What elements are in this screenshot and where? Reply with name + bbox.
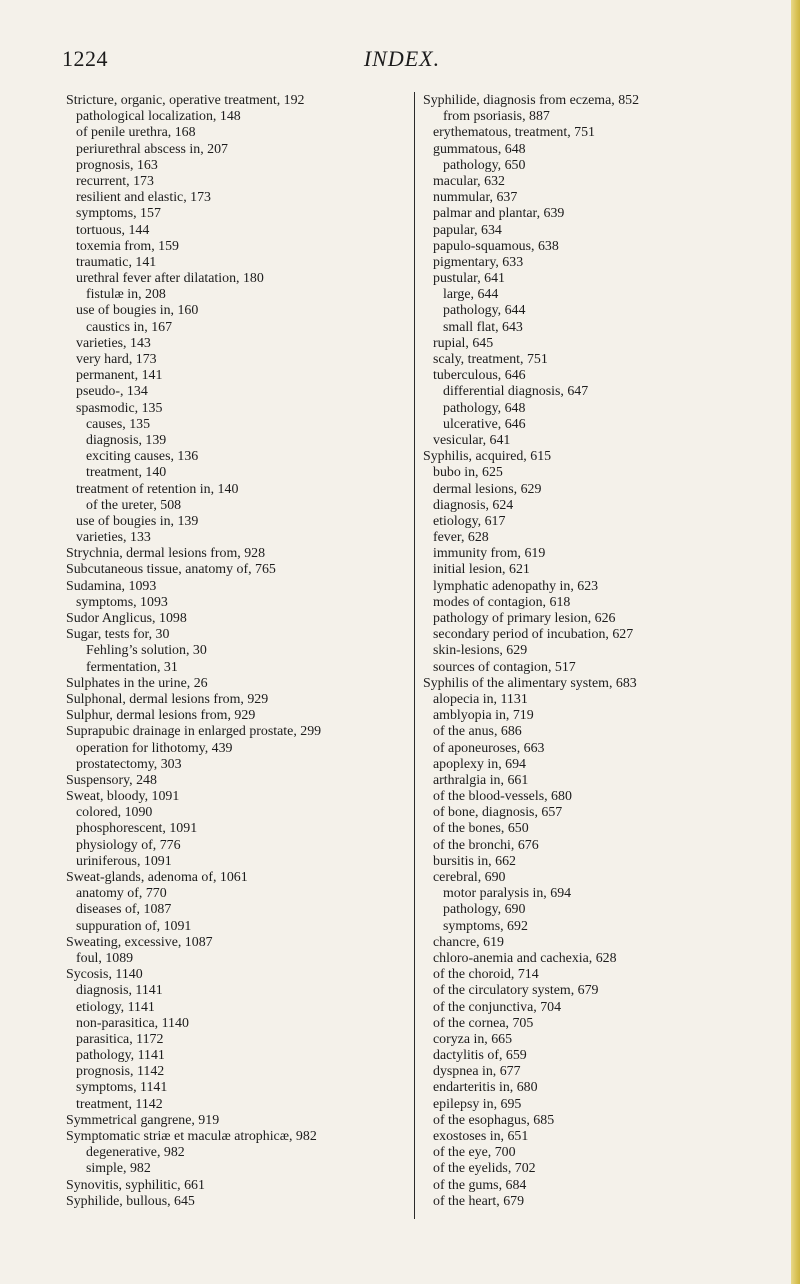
index-subentry: fever, 628 xyxy=(433,530,489,546)
index-subentry: immunity from, 619 xyxy=(433,546,546,562)
index-subentry: spasmodic, 135 xyxy=(76,400,163,416)
index-subentry: diseases of, 1087 xyxy=(76,902,172,918)
index-subentry: pustular, 641 xyxy=(433,271,505,287)
index-subentry: caustics in, 167 xyxy=(86,319,173,335)
index-entry: Synovitis, syphilitic, 661 xyxy=(66,1177,205,1193)
index-subentry: of the ureter, 508 xyxy=(86,497,182,513)
index-entry: Sulphates in the urine, 26 xyxy=(66,675,208,691)
index-subentry: phosphorescent, 1091 xyxy=(76,821,198,837)
index-entry: Sulphur, dermal lesions from, 929 xyxy=(66,708,256,724)
index-subentry: symptoms, 157 xyxy=(76,206,161,222)
index-subentry: traumatic, 141 xyxy=(76,254,157,270)
index-subentry: motor paralysis in, 694 xyxy=(443,886,572,902)
index-subentry: foul, 1089 xyxy=(76,950,134,966)
running-title: INDEX. xyxy=(363,46,441,71)
index-subentry: resilient and elastic, 173 xyxy=(76,190,212,206)
index-subentry: use of bougies in, 160 xyxy=(76,303,199,319)
index-entry: Subcutaneous tissue, anatomy of, 765 xyxy=(66,562,276,578)
index-subentry: vesicular, 641 xyxy=(433,432,511,448)
index-entry: Syphilis of the alimentary system, 683 xyxy=(423,675,637,691)
index-subentry: parasitica, 1172 xyxy=(76,1031,164,1047)
index-entry: Sulphonal, dermal lesions from, 929 xyxy=(66,691,269,707)
index-subentry: dactylitis of, 659 xyxy=(433,1048,527,1064)
index-subentry: treatment of retention in, 140 xyxy=(76,481,239,497)
index-subentry: etiology, 617 xyxy=(433,513,506,529)
index-subentry: differential diagnosis, 647 xyxy=(443,384,589,400)
index-entry: Sudor Anglicus, 1098 xyxy=(66,611,187,626)
index-subentry: amblyopia in, 719 xyxy=(433,708,534,724)
index-subentry: initial lesion, 621 xyxy=(433,562,530,578)
index-entry: Symmetrical gangrene, 919 xyxy=(66,1112,220,1128)
index-subentry: prognosis, 1142 xyxy=(76,1064,165,1080)
index-subentry: lymphatic adenopathy in, 623 xyxy=(433,578,599,594)
index-subentry: pseudo-, 134 xyxy=(76,384,148,400)
index-subentry: of the eye, 700 xyxy=(433,1145,516,1161)
index-subentry: coryza in, 665 xyxy=(433,1031,513,1047)
index-subentry: erythematous, treatment, 751 xyxy=(433,125,596,141)
index-subentry: bursitis in, 662 xyxy=(433,853,516,869)
index-subentry: suppuration of, 1091 xyxy=(76,918,192,934)
index-entry: Sycosis, 1140 xyxy=(66,967,143,983)
index-entry: Syphilis, acquired, 615 xyxy=(423,449,552,465)
index-subentry: treatment, 1142 xyxy=(76,1096,163,1112)
index-subentry: of the heart, 679 xyxy=(433,1193,525,1209)
index-subentry: papular, 634 xyxy=(433,222,502,238)
page-header xyxy=(62,46,742,76)
index-subentry: tuberculous, 646 xyxy=(433,368,526,384)
index-subentry: of the anus, 686 xyxy=(433,724,522,740)
index-entry: Syphilide, diagnosis from eczema, 852 xyxy=(423,93,640,108)
index-entry: Sweat-glands, adenoma of, 1061 xyxy=(66,870,248,885)
index-entry: Suspensory, 248 xyxy=(66,772,157,788)
index-subentry: chancre, 619 xyxy=(433,934,504,950)
index-subentry: modes of contagion, 618 xyxy=(433,594,571,610)
index-subentry: sources of contagion, 517 xyxy=(433,659,576,675)
index-subentry: scaly, treatment, 751 xyxy=(433,352,548,367)
index-subentry: diagnosis, 139 xyxy=(86,432,167,448)
column-divider xyxy=(414,92,415,1219)
index-subentry: Fehling’s solution, 30 xyxy=(86,643,207,659)
index-subentry: uriniferous, 1091 xyxy=(76,853,172,869)
index-subentry: of the esophagus, 685 xyxy=(433,1112,555,1128)
index-subentry: large, 644 xyxy=(443,287,499,303)
index-subentry: of the conjunctiva, 704 xyxy=(433,999,562,1015)
index-subentry: fermentation, 31 xyxy=(86,659,178,675)
index-subentry: secondary period of incubation, 627 xyxy=(433,627,634,643)
index-subentry: colored, 1090 xyxy=(76,805,153,821)
index-subentry: bubo in, 625 xyxy=(433,465,503,481)
index-entry: Sugar, tests for, 30 xyxy=(66,627,170,643)
index-entry: Strychnia, dermal lesions from, 928 xyxy=(66,546,266,562)
index-subentry: endarteritis in, 680 xyxy=(433,1080,538,1096)
index-subentry: pathological localization, 148 xyxy=(76,109,241,125)
index-subentry: of the eyelids, 702 xyxy=(433,1161,536,1177)
index-entry: Stricture, organic, operative treatment, 192 xyxy=(66,93,305,108)
index-subentry: physiology of, 776 xyxy=(76,837,181,853)
index-entry: Symptomatic striæ et maculæ atrophicæ, 982 xyxy=(66,1129,317,1144)
index-subentry: exostoses in, 651 xyxy=(433,1129,529,1144)
index-subentry: causes, 135 xyxy=(86,416,151,432)
index-subentry: macular, 632 xyxy=(433,173,505,189)
index-subentry: use of bougies in, 139 xyxy=(76,513,199,529)
index-entry: Suprapubic drainage in enlarged prostate, 299 xyxy=(66,724,322,740)
index-subentry: small flat, 643 xyxy=(443,319,523,335)
index-subentry: varieties, 143 xyxy=(76,335,151,351)
index-subentry: cerebral, 690 xyxy=(433,870,506,885)
index-subentry: epilepsy in, 695 xyxy=(433,1096,522,1112)
page-number: 1224 xyxy=(62,46,108,71)
index-subentry: pathology, 650 xyxy=(443,157,526,173)
index-entry: Sweat, bloody, 1091 xyxy=(66,789,180,805)
index-subentry: etiology, 1141 xyxy=(76,999,155,1015)
index-subentry: toxemia from, 159 xyxy=(76,238,179,254)
index-subentry: periurethral abscess in, 207 xyxy=(76,141,228,157)
index-subentry: of the bones, 650 xyxy=(433,821,529,837)
index-subentry: of the cornea, 705 xyxy=(433,1015,534,1031)
index-subentry: dermal lesions, 629 xyxy=(433,481,542,497)
index-subentry: nummular, 637 xyxy=(433,190,518,206)
index-subentry: of bone, diagnosis, 657 xyxy=(433,805,563,821)
index-subentry: palmar and plantar, 639 xyxy=(433,206,565,222)
index-subentry: of the blood-vessels, 680 xyxy=(433,789,572,805)
index-column-right xyxy=(423,93,723,1210)
index-subentry: chloro-anemia and cachexia, 628 xyxy=(433,950,617,966)
index-subentry: simple, 982 xyxy=(86,1161,151,1177)
index-subentry: of aponeuroses, 663 xyxy=(433,740,545,756)
index-subentry: of the bronchi, 676 xyxy=(433,837,539,853)
index-subentry: symptoms, 1093 xyxy=(76,594,168,610)
index-subentry: fistulæ in, 208 xyxy=(86,287,166,303)
index-subentry: pigmentary, 633 xyxy=(433,254,524,270)
index-subentry: of the choroid, 714 xyxy=(433,967,539,983)
index-subentry: prostatectomy, 303 xyxy=(76,756,182,772)
index-subentry: recurrent, 173 xyxy=(76,173,154,189)
index-subentry: rupial, 645 xyxy=(433,335,494,351)
index-entry: Sweating, excessive, 1087 xyxy=(66,934,213,950)
index-subentry: of the circulatory system, 679 xyxy=(433,983,599,999)
index-subentry: pathology, 1141 xyxy=(76,1048,165,1064)
index-subentry: urethral fever after dilatation, 180 xyxy=(76,271,264,287)
index-subentry: treatment, 140 xyxy=(86,465,167,481)
page-edge xyxy=(791,0,800,1284)
index-subentry: diagnosis, 1141 xyxy=(76,983,163,999)
index-subentry: of penile urethra, 168 xyxy=(76,125,196,141)
index-subentry: diagnosis, 624 xyxy=(433,497,514,513)
index-subentry: non-parasitica, 1140 xyxy=(76,1015,189,1031)
index-subentry: very hard, 173 xyxy=(76,352,157,367)
index-subentry: permanent, 141 xyxy=(76,368,163,384)
index-subentry: symptoms, 1141 xyxy=(76,1080,168,1096)
index-subentry: from psoriasis, 887 xyxy=(443,109,550,125)
index-subentry: apoplexy in, 694 xyxy=(433,756,526,772)
index-entry: Sudamina, 1093 xyxy=(66,578,157,594)
index-column-left xyxy=(66,93,401,1210)
index-subentry: varieties, 133 xyxy=(76,530,151,546)
index-subentry: degenerative, 982 xyxy=(86,1145,185,1161)
index-subentry: skin-lesions, 629 xyxy=(433,643,528,659)
index-subentry: pathology, 648 xyxy=(443,400,526,416)
index-subentry: arthralgia in, 661 xyxy=(433,772,529,788)
index-subentry: tortuous, 144 xyxy=(76,222,150,238)
index-subentry: papulo-squamous, 638 xyxy=(433,238,559,254)
index-subentry: of the gums, 684 xyxy=(433,1177,527,1193)
index-entry: Syphilide, bullous, 645 xyxy=(66,1193,195,1209)
index-subentry: pathology, 644 xyxy=(443,303,526,319)
index-subentry: symptoms, 692 xyxy=(443,918,528,934)
index-subentry: ulcerative, 646 xyxy=(443,416,526,432)
index-subentry: dyspnea in, 677 xyxy=(433,1064,521,1080)
index-subentry: gummatous, 648 xyxy=(433,141,526,157)
index-subentry: exciting causes, 136 xyxy=(86,449,199,465)
index-subentry: anatomy of, 770 xyxy=(76,886,167,902)
index-subentry: alopecia in, 1131 xyxy=(433,691,528,707)
index-subentry: operation for lithotomy, 439 xyxy=(76,740,233,756)
index-subentry: pathology of primary lesion, 626 xyxy=(433,611,616,626)
index-subentry: prognosis, 163 xyxy=(76,157,158,173)
index-subentry: pathology, 690 xyxy=(443,902,526,918)
